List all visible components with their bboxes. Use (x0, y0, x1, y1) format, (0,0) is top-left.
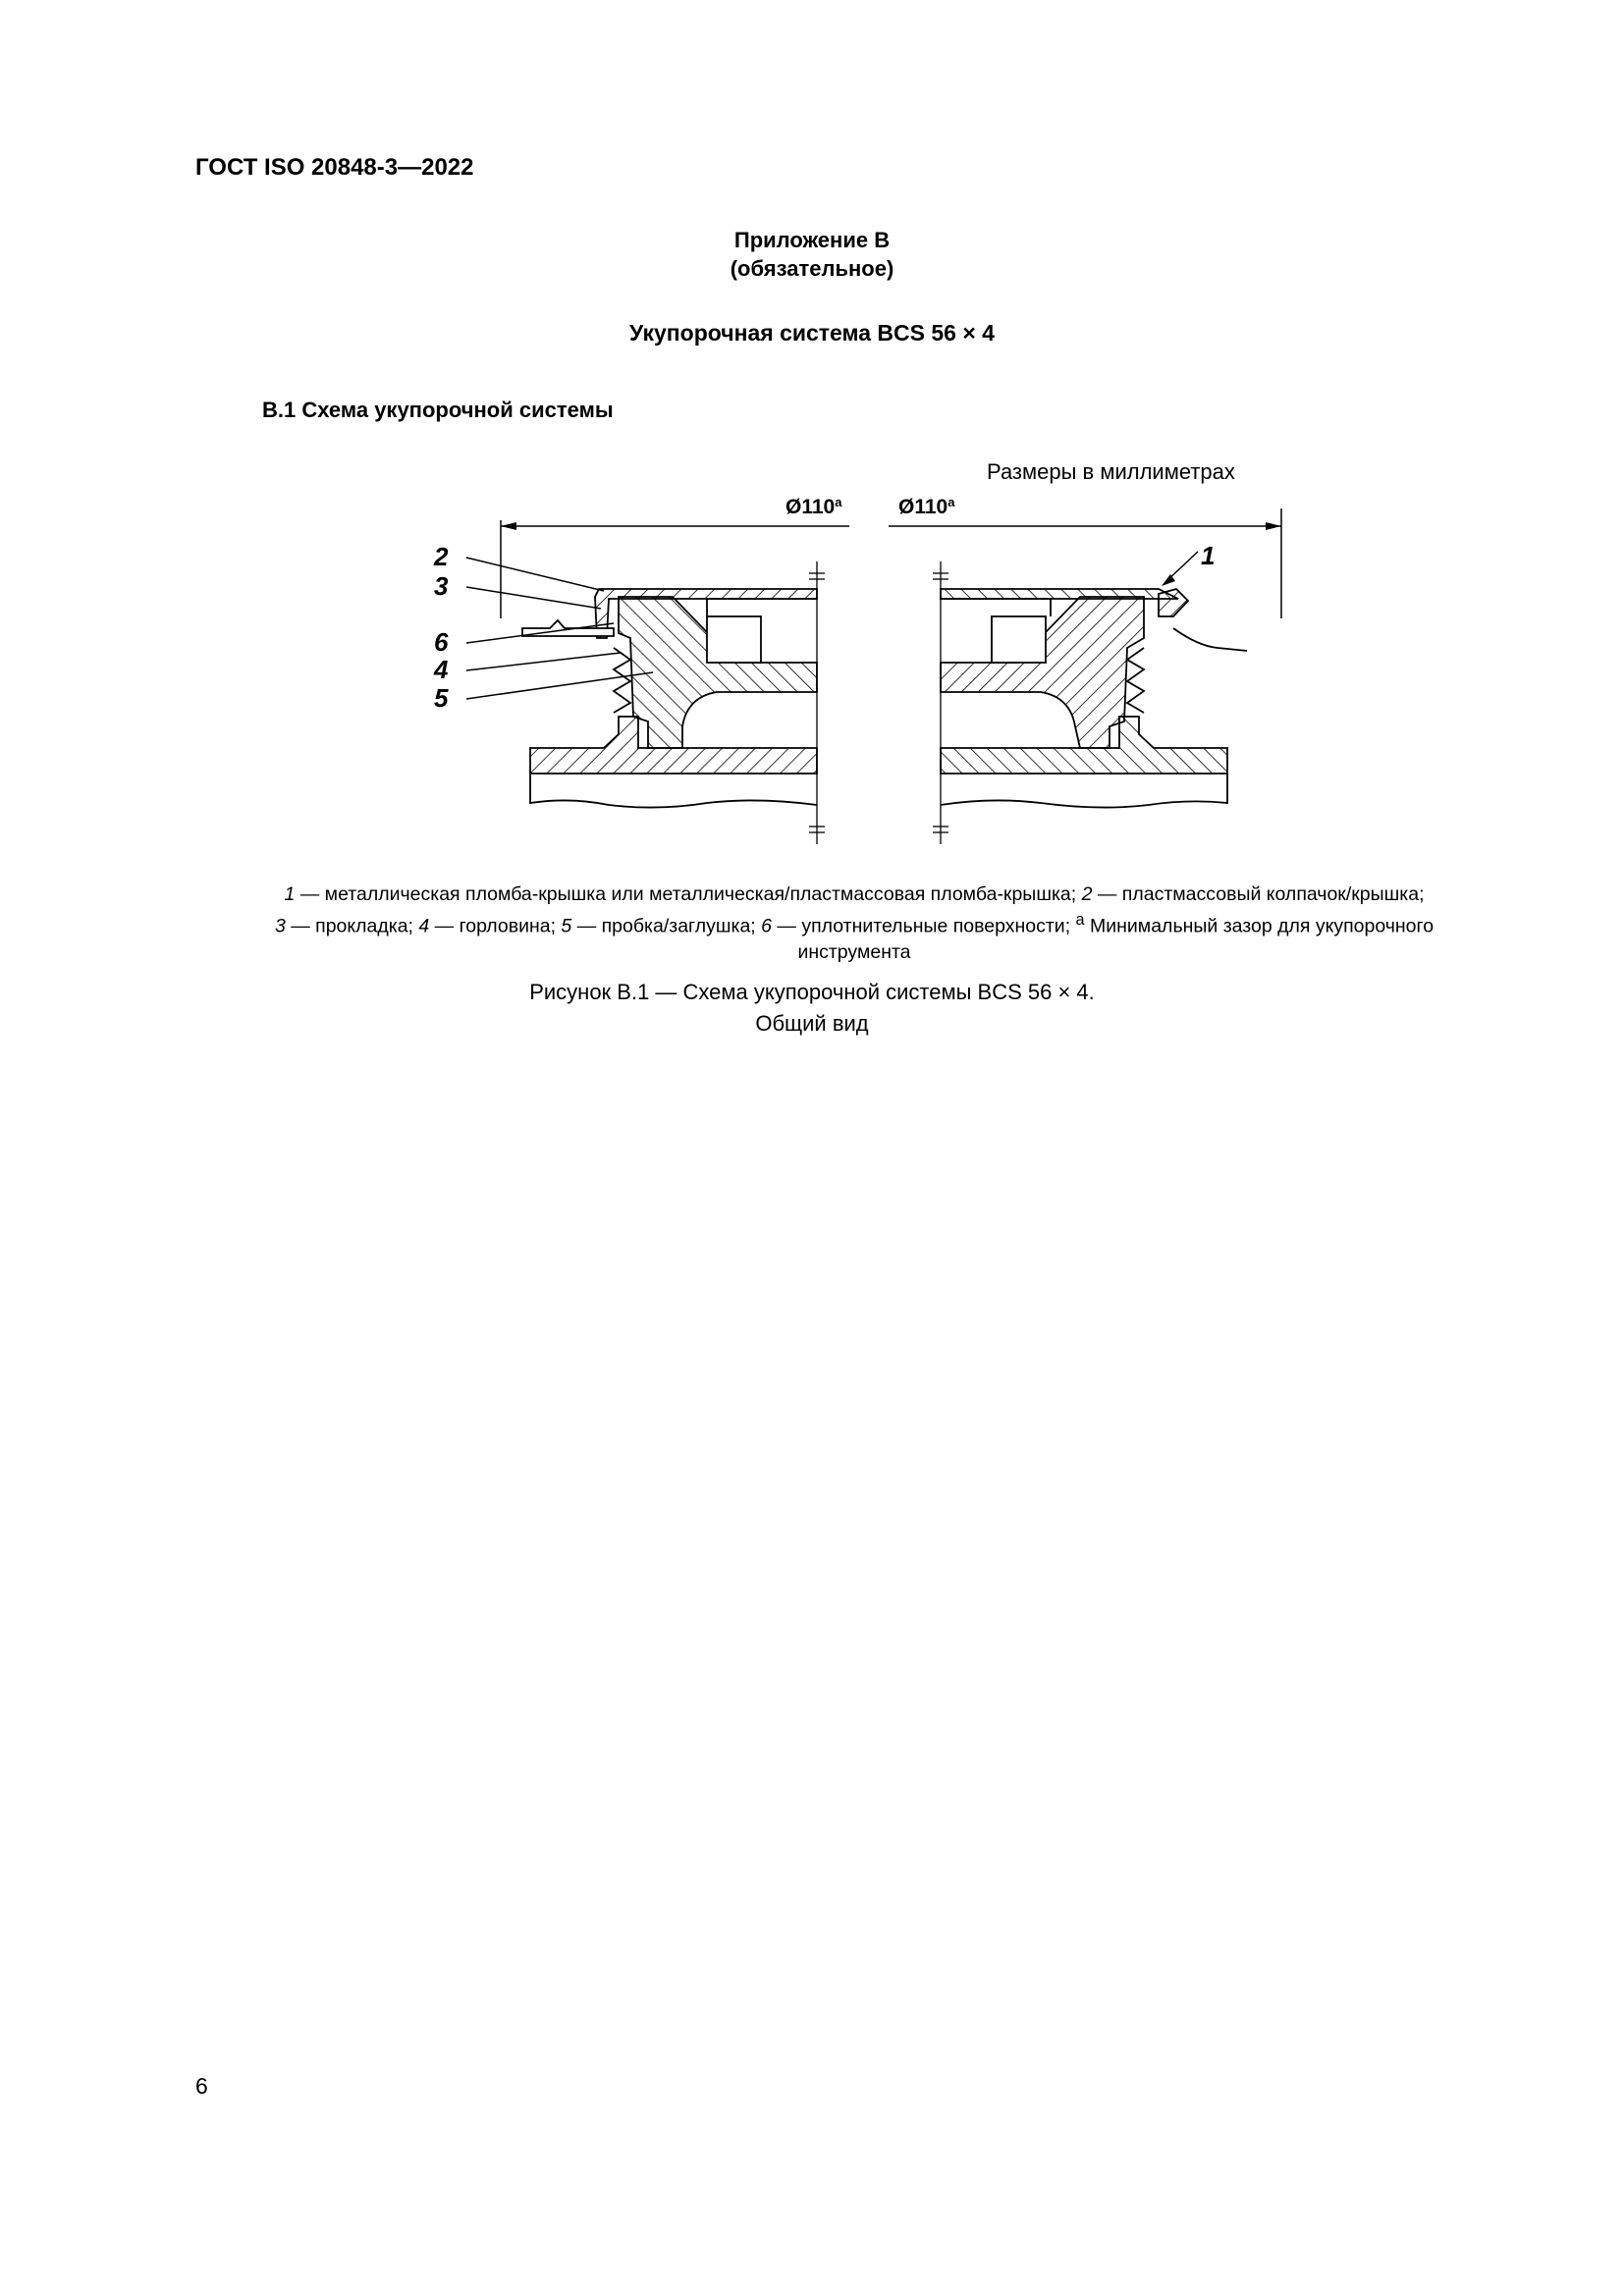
dimension-label-right: Ø110$^a$ (898, 495, 955, 518)
section-title: Укупорочная система BCS 56 × 4 (629, 320, 995, 346)
caption-line-1: Рисунок В.1 — Схема укупорочной системы BCS 56 × 4. (529, 980, 1095, 1004)
callout-1: 1 (1201, 541, 1216, 570)
callout-6: 6 (434, 627, 449, 657)
page-number: 6 (195, 2073, 208, 2099)
callout-4: 4 (434, 655, 449, 684)
right-section (941, 589, 1247, 808)
dimension-label-left: Ø110$^a$ (785, 495, 842, 518)
legend-line-1: 1 — металлическая пломба-крышка или металлическая/пластмассовая пломба-крышка; 2 — пластмассовый колпачок/крышка; (284, 883, 1425, 905)
break-marks (809, 561, 948, 844)
callout-3: 3 (434, 571, 449, 601)
left-section (522, 589, 817, 808)
legend-line-3: инструмента (797, 940, 911, 963)
legend-line-2: 3 — прокладка; 4 — горловина; 5 — пробка/заглушка; 6 — уплотнительные поверхности; $^a$ Минимальный зазор для укупорочного (274, 911, 1435, 937)
closure-system-diagram (412, 491, 1296, 864)
document-code: ГОСТ ISO 20848-3—2022 (195, 154, 474, 181)
annex-title: Приложение В (733, 228, 891, 252)
dimensions-note: Размеры в миллиметрах (987, 459, 1235, 484)
annex-status: (обязательное) (730, 256, 894, 281)
callout-2: 2 (434, 542, 449, 571)
subsection-title: В.1 Схема укупорочной системы (262, 398, 614, 422)
caption-line-2: Общий вид (755, 1011, 869, 1036)
figure-caption (0, 977, 1624, 1040)
callout-5: 5 (434, 683, 449, 713)
figure-legend (191, 881, 1517, 965)
